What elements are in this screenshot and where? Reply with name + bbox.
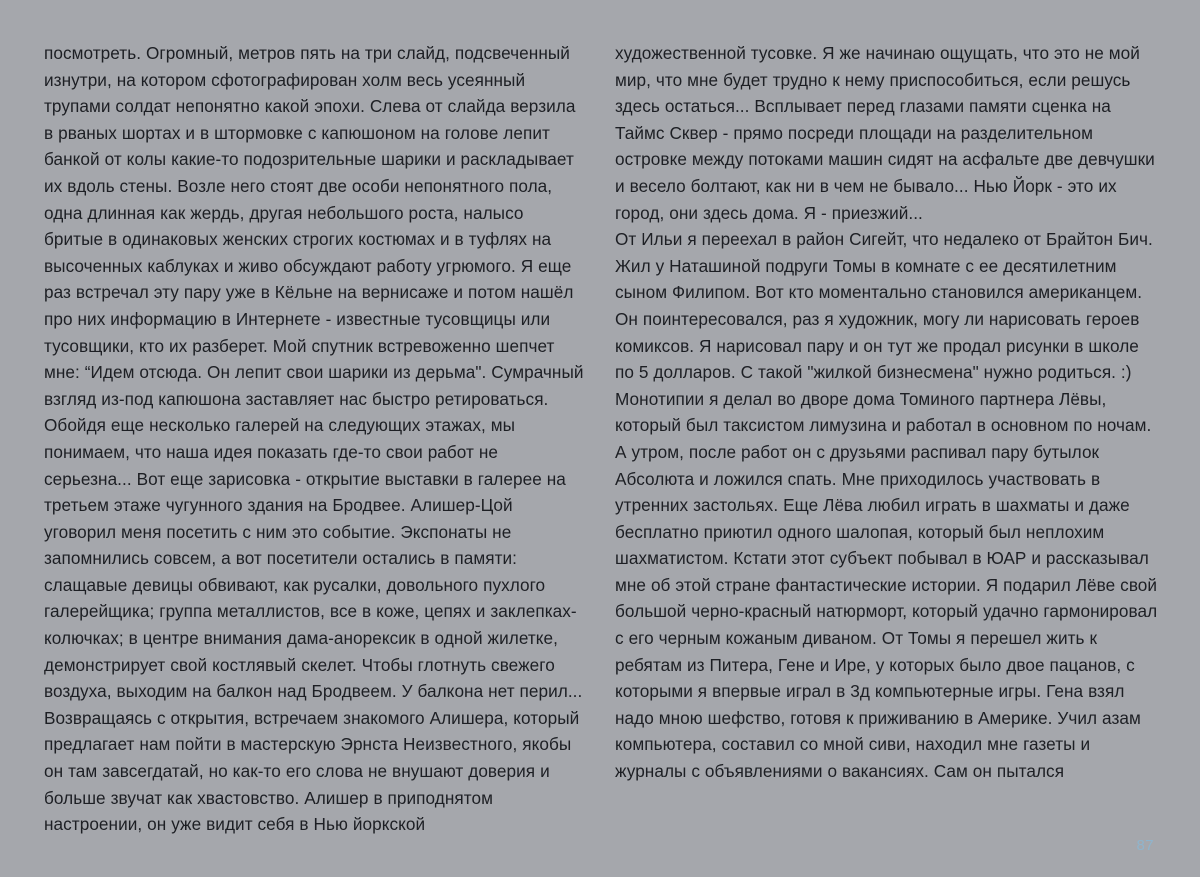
- paragraph: От Ильи я переехал в район Сигейт, что недалеко от Брайтон Бич. Жил у Наташиной подруги Томы в комнате с ее десятилетним сыном Филипом. Вот кто моментально становился американцем. Он поинтересовался, раз я художник, могу ли нарисовать героев комиксов. Я нарисовал пару и он тут же продал рисунки в школе по 5 долларов. С такой "жилкой бизнесмена" нужно родиться. :): [615, 229, 1153, 383]
- paragraph: посмотреть. Огромный, метров пять на три слайд, подсвеченный изнутри, на котором сфотографирован холм весь усеянный трупами солдат непонятно какой эпохи. Слева от слайда верзила в рваных шортах и в штормовке с капюшоном на голове лепит банкой от колы какие-то подозрительные шарики и раскладывает их вдоль стены. Возле него стоят две особи непонятного пола, одна длинная как жердь, другая небольшого роста, налысо бритые в одинаковых женских строгих костюмах и в туфлях на высоченных каблуках и живо обсуждают работу угрюмого. Я еще раз встречал эту пару уже в Кёльне на вернисаже и потом нашёл про них информацию в Интернете - известные тусовщицы или тусовщики, кто их разберет. Мой спутник встревоженно шепчет мне: “Идем отсюда. Он лепит свои шарики из дерьма". Сумрачный взгляд из-под капюшона заставляет нас быстро ретироваться. Обойдя еще несколько галерей на следующих этажах, мы понимаем, что наша идея показать где-то свои работ не серьезна... Вот еще зарисовка - открытие выставки в галерее на третьем этаже чугунного здания на Бродвее. Алишер-Цой уговорил меня посетить с ним это событие. Экспонаты не запомнились совсем, а вот посетители остались в памяти: слащавые девицы обвивают, как русалки, довольного пухлого галерейщика; группа металлистов, все в коже, цепях и заклепках-колючках; в центре внимания дама-анорексик в одной жилетке, демонстрирует свой костлявый скелет. Чтобы глотнуть свежего воздуха, выходим на балкон над Бродвеем. У балкона нет перил... Возвращаясь с открытия, встречаем знакомого Алишера, который предлагает нам пойти в мастерскую Эрнста Неизвестного, якобы он там завсегдатай, но как-то его слова не внушают доверия и больше звучат как хвастовство. Алишер в приподнятом настроении, он уже видит себя в Нью йоркской: [44, 43, 584, 835]
- left-column: [44, 40, 587, 837]
- paragraph: Монотипии я делал во дворе дома Томиного партнера Лёвы, который был таксистом лимузина и работал в основном по ночам. А утром, после работ он с друзьями распивал пару бутылок Абсолюта и ложился спать. Мне приходилось участвовать в утренних застольях. Еще Лёва любил играть в шахматы и даже бесплатно приютил одного шалопая, который был неплохим шахматистом. Кстати этот субъект побывал в ЮАР и рассказывал мне об этой стране фантастические истории. Я подарил Лёве свой большой черно-красный натюрморт, который удачно гармонировал с его черным кожаным диваном. От Томы я перешел жить к ребятам из Питера, Гене и Ире, у которых было двое пацанов, с которыми я впервые играл в 3д компьютерные игры. Гена взял надо мною шефство, готовя к приживанию в Америке. Учил азам компьютера, составил со мной сиви, находил мне газеты и журналы с объявлениями о вакансиях. Сам он пытался: [615, 388, 1158, 782]
- right-column: [615, 40, 1158, 837]
- text-columns: [44, 40, 1156, 837]
- page-number: 87: [1136, 837, 1154, 854]
- paragraph: художественной тусовке. Я же начинаю ощущать, что это не мой мир, что мне будет трудно к нему приспособиться, если решусь здесь остаться... Всплывает перед глазами памяти сценка на Таймс Сквер - прямо посреди площади на разделительном островке между потоками машин сидят на асфальте две девчушки и весело болтают, как ни в чем не бывало... Нью Йорк - это их город, они здесь дома. Я - приезжий...: [615, 43, 1155, 223]
